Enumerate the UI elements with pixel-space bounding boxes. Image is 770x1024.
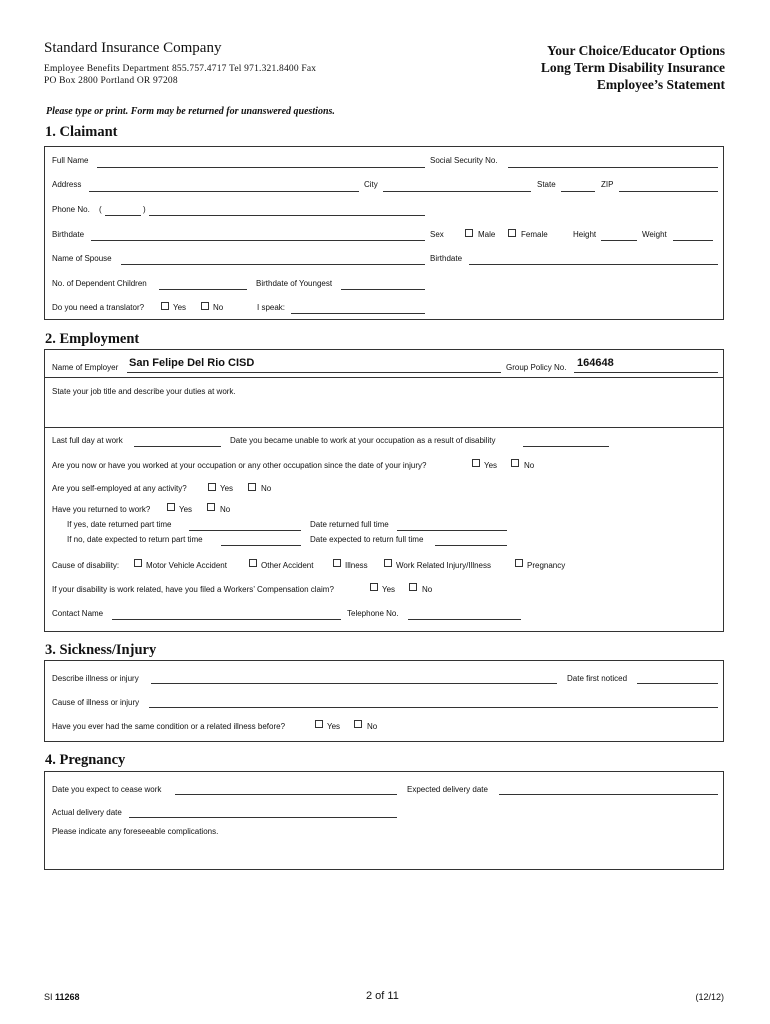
self-employed-no-checkbox[interactable]: [248, 483, 256, 491]
self-employed-label: Are you self-employed at any activity?: [52, 484, 187, 493]
cause-pregnancy-label: Pregnancy: [527, 561, 566, 570]
city-field[interactable]: [383, 191, 531, 192]
self-employed-yes-checkbox[interactable]: [208, 483, 216, 491]
spouse-birthdate-field[interactable]: [469, 264, 718, 265]
state-label: State: [537, 180, 556, 189]
city-label: City: [364, 180, 378, 189]
complications-field[interactable]: [52, 838, 718, 866]
cause-mva-label: Motor Vehicle Accident: [146, 561, 227, 570]
actual-delivery-label: Actual delivery date: [52, 808, 122, 817]
returned-no-checkbox[interactable]: [207, 503, 215, 511]
spouse-field[interactable]: [121, 264, 425, 265]
cause-pregnancy-checkbox[interactable]: [515, 559, 523, 567]
cause-mva-checkbox[interactable]: [134, 559, 142, 567]
cause-other-label: Other Accident: [261, 561, 314, 570]
youngest-birthdate-field[interactable]: [341, 289, 425, 290]
revision-date: (12/12): [695, 992, 724, 1002]
unable-date-field[interactable]: [523, 446, 609, 447]
spouse-birthdate-label: Birthdate: [430, 254, 463, 263]
telephone-label: Telephone No.: [347, 609, 399, 618]
workers-comp-no-label: No: [422, 585, 433, 594]
same-condition-yes-label: Yes: [327, 722, 341, 731]
cease-work-label: Date you expect to cease work: [52, 785, 162, 794]
form-number: [44, 992, 80, 1002]
instructions: Please type or print. Form may be returned for unanswered questions.: [46, 106, 335, 117]
full-name-label: Full Name: [52, 156, 89, 165]
cause-illness-label: Illness: [345, 561, 368, 570]
same-condition-no-checkbox[interactable]: [354, 720, 362, 728]
phone-number-field[interactable]: [149, 215, 425, 216]
cause-work-related-label: Work Related Injury/Illness: [396, 561, 491, 570]
same-condition-no-label: No: [367, 722, 378, 731]
group-policy-field[interactable]: [574, 372, 718, 373]
form-number-prefix: SI: [44, 992, 56, 1002]
employer-label: Name of Employer: [52, 363, 119, 372]
youngest-birthdate-label: Birthdate of Youngest: [256, 279, 333, 288]
returned-yes-label: Yes: [179, 505, 193, 514]
translator-no-label: No: [213, 303, 224, 312]
cause-illness-label: Cause of illness or injury: [52, 698, 140, 707]
cease-work-field[interactable]: [175, 794, 397, 795]
returned-part-time-field[interactable]: [189, 530, 301, 531]
form-title-line-3: Employee’s Statement: [596, 77, 725, 92]
employer-field[interactable]: [127, 372, 501, 373]
last-day-field[interactable]: [134, 446, 221, 447]
cause-work-related-checkbox[interactable]: [384, 559, 392, 567]
form-title: [541, 42, 725, 93]
group-policy-label: Group Policy No.: [506, 363, 567, 372]
height-field[interactable]: [601, 240, 637, 241]
mailing-address: PO Box 2800 Portland OR 97208: [44, 76, 178, 86]
phone-label: Phone No.: [52, 205, 90, 214]
dependent-children-label: No. of Dependent Children: [52, 279, 147, 288]
expected-delivery-label: Expected delivery date: [407, 785, 488, 794]
contact-name-field[interactable]: [112, 619, 341, 620]
describe-illness-field[interactable]: [151, 683, 557, 684]
ssn-label: Social Security No.: [430, 156, 498, 165]
employer-value[interactable]: San Felipe Del Rio CISD: [129, 357, 255, 369]
sex-male-label: Male: [478, 230, 496, 239]
cause-label: Cause of disability:: [52, 561, 120, 570]
first-noticed-field[interactable]: [637, 683, 718, 684]
returned-full-time-field[interactable]: [397, 530, 507, 531]
returned-part-time-label: If yes, date returned part time: [67, 520, 172, 529]
employment-section: [44, 349, 724, 632]
workers-comp-no-checkbox[interactable]: [409, 583, 417, 591]
language-field[interactable]: [291, 313, 425, 314]
form-number-value: 11268: [55, 992, 80, 1002]
worked-since-no-checkbox[interactable]: [511, 459, 519, 467]
cause-other-checkbox[interactable]: [249, 559, 257, 567]
actual-delivery-field[interactable]: [129, 817, 397, 818]
self-employed-no-label: No: [261, 484, 272, 493]
worked-since-yes-label: Yes: [484, 461, 498, 470]
height-label: Height: [573, 230, 597, 239]
section-sickness-title: 3. Sickness/Injury: [45, 642, 157, 658]
group-policy-value[interactable]: 164648: [577, 357, 614, 369]
translator-label: Do you need a translator?: [52, 303, 145, 312]
dependent-children-field[interactable]: [159, 289, 247, 290]
pregnancy-section: [44, 771, 724, 870]
page-number: 2 of 11: [366, 990, 399, 1002]
telephone-field[interactable]: [408, 619, 521, 620]
describe-illness-label: Describe illness or injury: [52, 674, 139, 683]
sex-female-checkbox[interactable]: [508, 229, 516, 237]
divider: [45, 377, 723, 378]
address-label: Address: [52, 180, 82, 189]
returned-label: Have you returned to work?: [52, 505, 151, 514]
full-name-field[interactable]: [97, 167, 425, 168]
translator-yes-label: Yes: [173, 303, 187, 312]
sex-male-checkbox[interactable]: [465, 229, 473, 237]
last-day-label: Last full day at work: [52, 436, 123, 445]
expected-full-time-label: Date expected to return full time: [310, 535, 424, 544]
form-title-line-1: Your Choice/Educator Options: [546, 43, 725, 58]
language-label: I speak:: [257, 303, 286, 312]
phone-paren-close: ): [143, 205, 146, 214]
returned-yes-checkbox[interactable]: [167, 503, 175, 511]
contact-name-label: Contact Name: [52, 609, 104, 618]
workers-comp-yes-checkbox[interactable]: [370, 583, 378, 591]
address-field[interactable]: [89, 191, 359, 192]
form-title-line-2: Long Term Disability Insurance: [540, 60, 725, 75]
worked-since-no-label: No: [524, 461, 535, 470]
divider: [45, 427, 723, 428]
cause-illness-checkbox[interactable]: [333, 559, 341, 567]
weight-field[interactable]: [673, 240, 713, 241]
workers-comp-yes-label: Yes: [382, 585, 396, 594]
zip-field[interactable]: [619, 191, 718, 192]
workers-comp-label: If your disability is work related, have you filed a Workers’ Compensation claim?: [52, 585, 334, 594]
self-employed-yes-label: Yes: [220, 484, 234, 493]
company-name: Standard Insurance Company: [44, 40, 222, 56]
section-pregnancy-title: 4. Pregnancy: [45, 752, 126, 768]
expected-part-time-label: If no, date expected to return part time: [67, 535, 203, 544]
expected-part-time-field[interactable]: [221, 545, 301, 546]
cause-illness-field[interactable]: [149, 707, 718, 708]
unable-date-label: Date you became unable to work at your occupation as a result of disability: [230, 436, 496, 445]
section-claimant-title: 1. Claimant: [45, 124, 118, 140]
phone-area-code-field[interactable]: [105, 215, 141, 216]
same-condition-label: Have you ever had the same condition or a related illness before?: [52, 722, 286, 731]
zip-label: ZIP: [601, 180, 614, 189]
expected-full-time-field[interactable]: [435, 545, 507, 546]
department-contact: Employee Benefits Department 855.757.4717 Tel 971.321.8400 Fax: [44, 64, 317, 74]
birthdate-field[interactable]: [91, 240, 425, 241]
translator-no-checkbox[interactable]: [201, 302, 209, 310]
returned-no-label: No: [220, 505, 231, 514]
state-field[interactable]: [561, 191, 595, 192]
same-condition-yes-checkbox[interactable]: [315, 720, 323, 728]
section-employment-title: 2. Employment: [45, 331, 140, 347]
sex-label: Sex: [430, 230, 444, 239]
first-noticed-label: Date first noticed: [567, 674, 628, 683]
sex-female-label: Female: [521, 230, 548, 239]
ssn-field[interactable]: [508, 167, 718, 168]
sickness-section: [44, 660, 724, 742]
weight-label: Weight: [642, 230, 667, 239]
returned-full-time-label: Date returned full time: [310, 520, 389, 529]
worked-since-label: Are you now or have you worked at your occupation or any other occupation since the date of your injury?: [52, 461, 427, 470]
birthdate-label: Birthdate: [52, 230, 85, 239]
worked-since-yes-checkbox[interactable]: [472, 459, 480, 467]
translator-yes-checkbox[interactable]: [161, 302, 169, 310]
expected-delivery-field[interactable]: [499, 794, 718, 795]
claimant-section: [44, 146, 724, 320]
phone-paren-open: (: [99, 205, 102, 214]
job-description-field[interactable]: [52, 397, 718, 425]
job-title-label: State your job title and describe your duties at work.: [52, 387, 236, 396]
spouse-label: Name of Spouse: [52, 254, 112, 263]
complications-label: Please indicate any foreseeable complications.: [52, 827, 219, 836]
